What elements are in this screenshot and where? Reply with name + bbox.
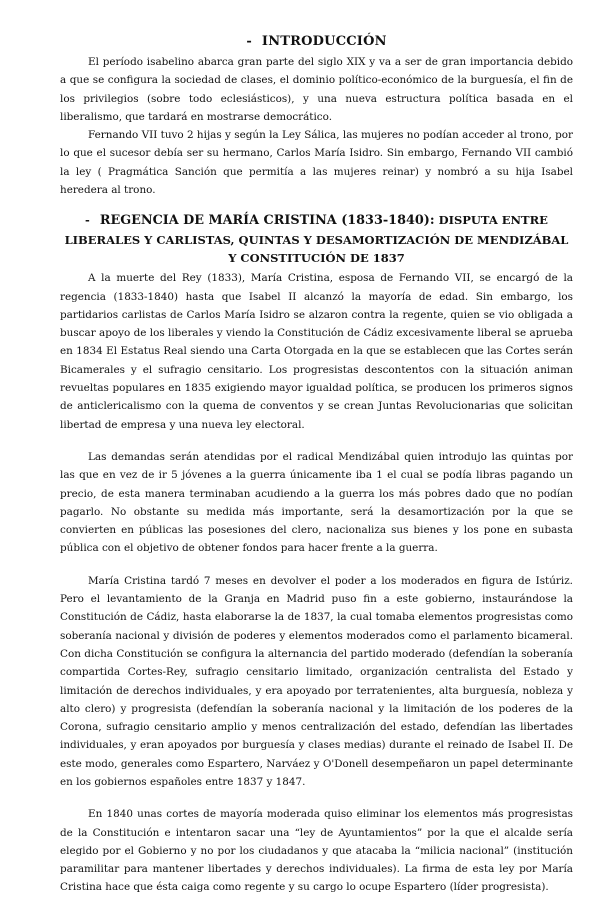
- intro-title: INTRODUCCIÓN: [261, 34, 387, 49]
- section-paragraph-4: En 1840 unas cortes de mayoría moderada quiso eliminar los elementos más progresistas de la Constitución e intentaron sacar una “ley de Ayuntamientos” por la que el alcalde sería elegido por el Gobierno y no por los ciudadanos y que atacaba la “milicia nacional” (institución paramilitar para mantener libertades y derechos individuales). La firma de esta ley por María Cristina hace que ésta caiga como regente y su cargo lo ocupe Espartero (líder progresista).: [60, 808, 573, 894]
- intro-paragraph-1: El período isabelino abarca gran parte del siglo XIX y va a ser de gran importancia debido a que se configura la sociedad de clases, el dominio político-económico de la burguesía, el fin de los privilegios (sobre todo eclesiásticos), y una nueva estructura política basada en el liberalismo, que tardará en mostrarse democrático.: [60, 56, 573, 123]
- paragraph-gap: [60, 791, 573, 805]
- paragraph-gap: [60, 558, 573, 572]
- paragraph-gap: [60, 434, 573, 448]
- section-paragraph-3: María Cristina tardó 7 meses en devolver el poder a los moderados en figura de Istúriz. Pero el levantamiento de la Granja en Madrid puso fin a este gobierno, instaurándose la Constitución de Cádiz, hasta elaborarse la de 1837, la cual tomaba elementos progresistas como soberanía nacional y división de poderes y elementos moderados como el parlamento bicameral. Con dicha Constitución se configura la alternancia del partido moderado (defendían la soberanía compartida Cortes-Rey, sufragio censitario limitado, organización centralista del Estado y limitación de derechos individuales, y era apoyado por terratenientes, alta burguesía, nobleza y alto clero) y progresista (defendían la soberanía nacional y la limitación de los poderes de la Corona, sufragio censitario amplio y menos centralización del estado, defendían las libertades individuales, y eran apoyados por burguesía y clases medias) durante el reinado de Isabel II. De este modo, generales como Espartero, Narváez y O'Donell desempeñaron un papel determinante en los gobiernos españoles entre 1837 y 1847.: [60, 574, 573, 788]
- intro-heading: [60, 34, 573, 49]
- section-title-rest: DISPUTA ENTRE LIBERALES Y CARLISTAS, QUINTAS Y DESAMORTIZACIÓN DE MENDIZÁBAL Y CONSTITUCIÓN DE 1837: [64, 213, 569, 265]
- heading-dash: -: [85, 213, 90, 228]
- section-heading: [60, 211, 573, 267]
- section-title-main: REGENCIA DE MARÍA CRISTINA (1833-1840):: [99, 213, 435, 229]
- intro-paragraph-2: Fernando VII tuvo 2 hijas y según la Ley Sálica, las mujeres no podían acceder al trono, por lo que el sucesor debía ser su hermano, Carlos María Isidro. Sin embargo, Fernando VII cambió la ley ( Pragmática Sanción que permitía a las mujeres reinar) y nombró a su hija Isabel heredera al trono.: [60, 129, 573, 197]
- section-paragraph-1: A la muerte del Rey (1833), María Cristina, esposa de Fernando VII, se encargó de la regencia (1833-1840) hasta que Isabel II alcanzó la mayoría de edad. Sin embargo, los partidarios carlistas de Carlos María Isidro se alzaron contra la regente, quien se vio obligada a buscar apoyo de los liberales y viendo la Constitución de Cádiz excesivamente liberal se aprueba en 1834 El Estatus Real siendo una Carta Otorgada en la que se establecen que las Cortes serán Bicamerales y el sufragio censitario. Los progresistas descontentos con la situación animan revueltas populares en 1835 exigiendo mayor igualdad política, se producen los primeros signos de anticlericalismo con la quema de conventos y se crean Juntas Revolucionarias que solicitan libertad de empresa y una nueva ley electoral.: [60, 272, 573, 431]
- heading-dash: -: [246, 34, 252, 49]
- document-page: [60, 34, 573, 897]
- section-paragraph-2: Las demandas serán atendidas por el radical Mendizábal quien introdujo las quintas por las que en vez de ir 5 jóvenes a la guerra únicamente iba 1 el cual se podía libras pagando un precio, de esta manera terminaban acudiendo a la guerra los más pobres dado que no podían pagarlo. No obstante su medida más importante, será la desamortización por la que se convierten en públicas las posesiones del clero, nacionaliza sus bienes y los pone en subasta pública con el objetivo de obtener fondos para hacer frente a la guerra.: [60, 450, 573, 555]
